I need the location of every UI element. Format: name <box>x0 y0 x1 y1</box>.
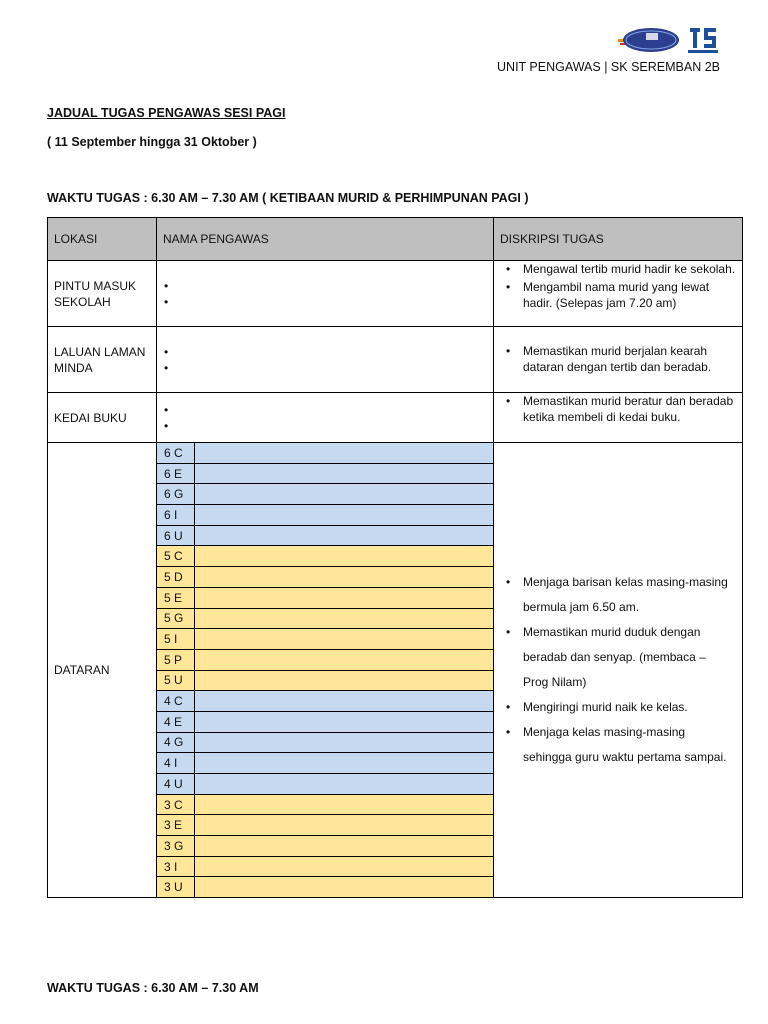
task-cell <box>494 261 743 327</box>
class-name-field <box>194 691 493 712</box>
duty-table <box>47 217 743 898</box>
class-name-field <box>194 774 493 795</box>
duty-time-session-1: WAKTU TUGAS : 6.30 AM – 7.30 AM ( KETIBAAN MURID & PERHIMPUNAN PAGI ) <box>47 191 529 205</box>
class-label: 3 I <box>157 856 194 877</box>
class-row <box>157 443 493 463</box>
task-cell <box>494 327 743 393</box>
name-bullet <box>157 344 493 360</box>
class-label: 5 C <box>157 546 194 567</box>
header-lokasi: LOKASI <box>48 218 157 261</box>
ts-logo <box>688 28 718 53</box>
class-row <box>157 608 493 629</box>
class-name-field <box>194 443 493 463</box>
class-name-field <box>194 794 493 815</box>
class-label: 5 G <box>157 608 194 629</box>
duty-time-session-2: WAKTU TUGAS : 6.30 AM – 7.30 AM <box>47 981 259 995</box>
class-label: 3 G <box>157 836 194 857</box>
class-name-field <box>194 856 493 877</box>
class-row <box>157 484 493 505</box>
task-item: • Menjaga kelas masing-masing sehingga guru waktu pertama sampai. <box>506 720 734 770</box>
date-range: ( 11 September hingga 31 Oktober ) <box>47 135 257 149</box>
class-name-field <box>194 484 493 505</box>
name-bullet <box>157 402 493 418</box>
class-name-field <box>194 463 493 484</box>
header-logos <box>616 22 720 56</box>
class-row <box>157 794 493 815</box>
task-item: • Memastikan murid berjalan kearah dataran dengan tertib dan beradab. <box>506 343 736 375</box>
class-row <box>157 732 493 753</box>
class-row <box>157 546 493 567</box>
header-diskripsi-tugas: DISKRIPSI TUGAS <box>494 218 743 261</box>
class-name-field <box>194 567 493 588</box>
task-item: • Mengambil nama murid yang lewat hadir. (Selepas jam 7.20 am) <box>506 279 736 311</box>
task-item: • Mengawal tertib murid hadir ke sekolah. <box>506 261 736 277</box>
class-label: 3 E <box>157 815 194 836</box>
names-cell <box>157 261 494 327</box>
school-badge-logo <box>618 28 679 52</box>
class-row <box>157 774 493 795</box>
name-bullet <box>157 278 493 294</box>
class-row <box>157 505 493 526</box>
class-label: 5 I <box>157 629 194 650</box>
class-row <box>157 877 493 897</box>
class-row <box>157 525 493 546</box>
task-item: • Mengiringi murid naik ke kelas. <box>506 695 734 720</box>
class-label: 4 I <box>157 753 194 774</box>
class-row <box>157 856 493 877</box>
names-cell <box>157 327 494 393</box>
class-row <box>157 753 493 774</box>
task-cell <box>494 393 743 443</box>
class-label: 3 C <box>157 794 194 815</box>
class-label: 5 P <box>157 649 194 670</box>
class-table <box>157 443 493 897</box>
class-row <box>157 649 493 670</box>
name-bullet <box>157 360 493 376</box>
class-label: 3 U <box>157 877 194 897</box>
name-bullet <box>157 418 493 434</box>
table-row <box>48 261 743 327</box>
task-item: • Memastikan murid duduk dengan beradab dan senyap. (membaca – Prog Nilam) <box>506 620 734 695</box>
lokasi-cell: DATARAN <box>48 443 157 898</box>
class-name-field <box>194 587 493 608</box>
class-label: 6 C <box>157 443 194 463</box>
class-name-field <box>194 732 493 753</box>
class-label: 5 U <box>157 670 194 691</box>
class-label: 6 E <box>157 463 194 484</box>
class-row <box>157 836 493 857</box>
class-label: 4 C <box>157 691 194 712</box>
class-name-field <box>194 836 493 857</box>
table-row <box>48 327 743 393</box>
table-row-dataran <box>48 443 743 898</box>
class-row <box>157 629 493 650</box>
lokasi-cell: KEDAI BUKU <box>48 393 157 443</box>
lokasi-cell: LALUAN LAMAN MINDA <box>48 327 157 393</box>
header-unit-label: UNIT PENGAWAS | SK SEREMBAN 2B <box>497 60 720 74</box>
class-label: 5 D <box>157 567 194 588</box>
class-name-field <box>194 711 493 732</box>
class-label: 6 G <box>157 484 194 505</box>
class-name-field <box>194 670 493 691</box>
table-row <box>48 393 743 443</box>
task-cell <box>494 443 743 898</box>
class-name-field <box>194 649 493 670</box>
class-label: 4 E <box>157 711 194 732</box>
class-name-field <box>194 877 493 897</box>
name-bullet <box>157 294 493 310</box>
class-name-field <box>194 546 493 567</box>
class-name-field <box>194 753 493 774</box>
class-row <box>157 587 493 608</box>
class-name-field <box>194 608 493 629</box>
lokasi-cell: PINTU MASUK SEKOLAH <box>48 261 157 327</box>
class-label: 4 U <box>157 774 194 795</box>
page-title: JADUAL TUGAS PENGAWAS SESI PAGI <box>47 106 286 120</box>
class-list-cell <box>157 443 494 898</box>
class-row <box>157 463 493 484</box>
task-item: • Menjaga barisan kelas masing-masing bermula jam 6.50 am. <box>506 570 734 620</box>
class-label: 4 G <box>157 732 194 753</box>
names-cell <box>157 393 494 443</box>
class-row <box>157 815 493 836</box>
task-item: • Memastikan murid beratur dan beradab ketika membeli di kedai buku. <box>506 393 736 425</box>
class-row <box>157 670 493 691</box>
class-label: 5 E <box>157 587 194 608</box>
class-name-field <box>194 815 493 836</box>
class-row <box>157 567 493 588</box>
class-name-field <box>194 525 493 546</box>
header-nama-pengawas: NAMA PENGAWAS <box>157 218 494 261</box>
class-name-field <box>194 505 493 526</box>
class-name-field <box>194 629 493 650</box>
class-row <box>157 691 493 712</box>
class-label: 6 I <box>157 505 194 526</box>
class-label: 6 U <box>157 525 194 546</box>
class-row <box>157 711 493 732</box>
